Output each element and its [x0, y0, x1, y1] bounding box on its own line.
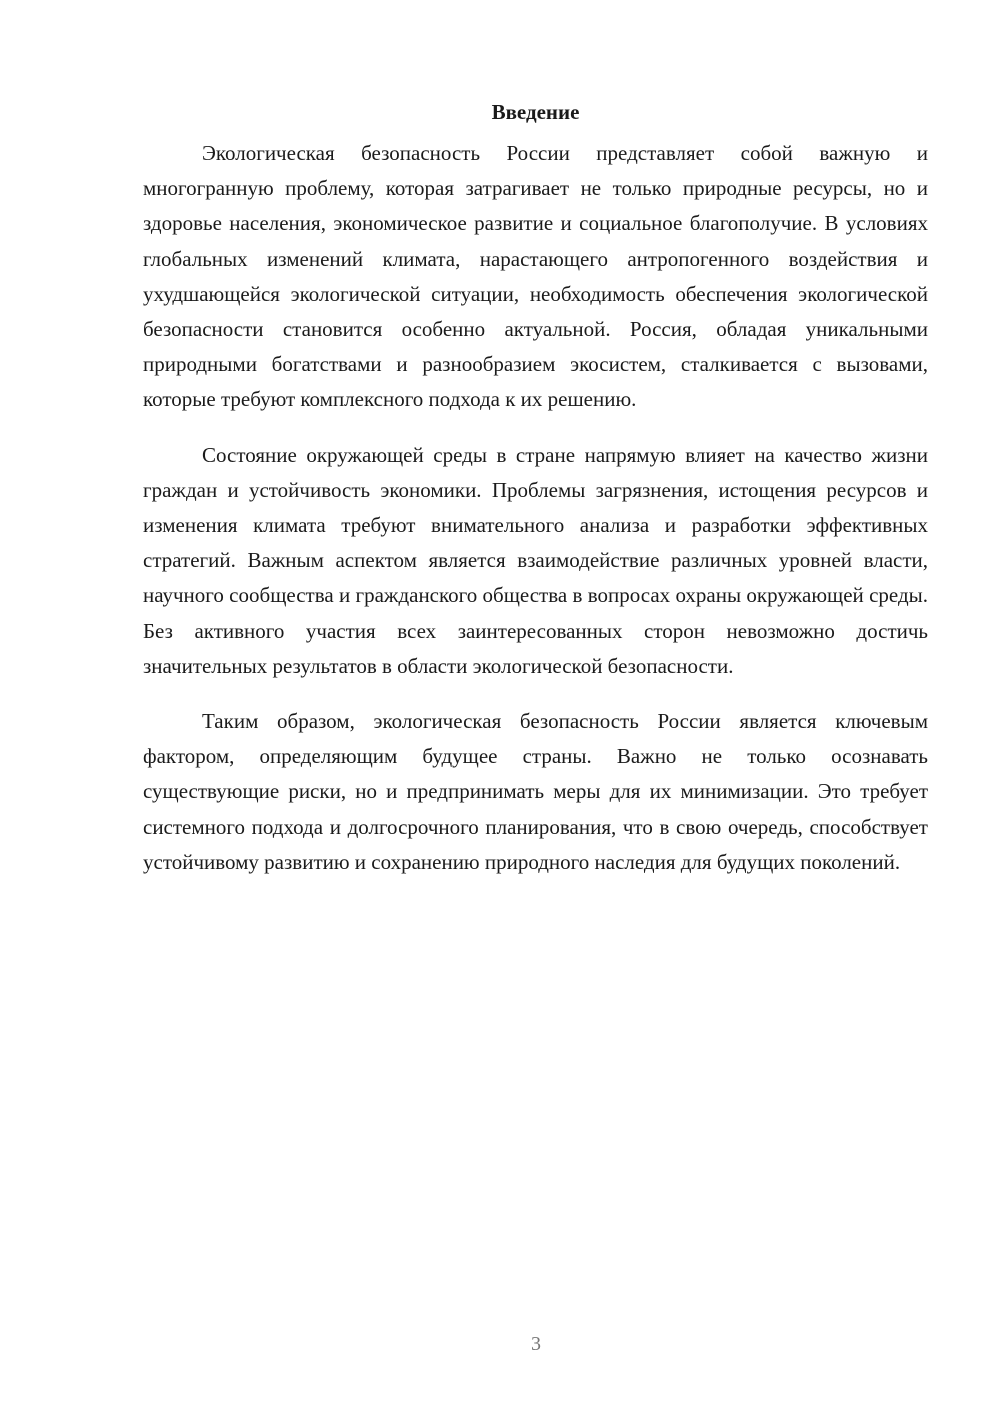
paragraph-1: Экологическая безопасность России представляет собой важную и многогранную проблему, которая затрагивает не только природные ресурсы, но и здоровье населения, экономическое развитие и социальное благополучие. В условиях глобальных изменений климата, нарастающего антропогенного воздействия и ухудшающейся экологической ситуации, необходимость обеспечения экологической безопасности становится особенно актуальной. Россия, обладая уникальными природными богатствами и разнообразием экосистем, сталкивается с вызовами, которые требуют комплексного подхода к их решению.: [143, 141, 928, 412]
page-content: [143, 98, 928, 900]
section-title: Введение: [491, 100, 580, 124]
paragraph-2: Состояние окружающей среды в стране напрямую влияет на качество жизни граждан и устойчивость экономики. Проблемы загрязнения, истощения ресурсов и изменения климата требуют внимательного анализа и разработки эффективных стратегий. Важным аспектом является взаимодействие различных уровней власти, научного сообщества и гражданского общества в вопросах охраны окружающей среды. Без активного участия всех заинтересованных сторон невозможно достичь значительных результатов в области экологической безопасности.: [143, 442, 928, 678]
page-number: 3: [531, 1333, 541, 1355]
paragraph-3: Таким образом, экологическая безопасность России является ключевым фактором, определяющим будущее страны. Важно не только осознавать существующие риски, но и предпринимать меры для их минимизации. Это требует системного подхода и долгосрочного планирования, что в свою очередь, способствует устойчивому развитию и сохранению природного наследия для будущих поколений.: [143, 709, 928, 874]
